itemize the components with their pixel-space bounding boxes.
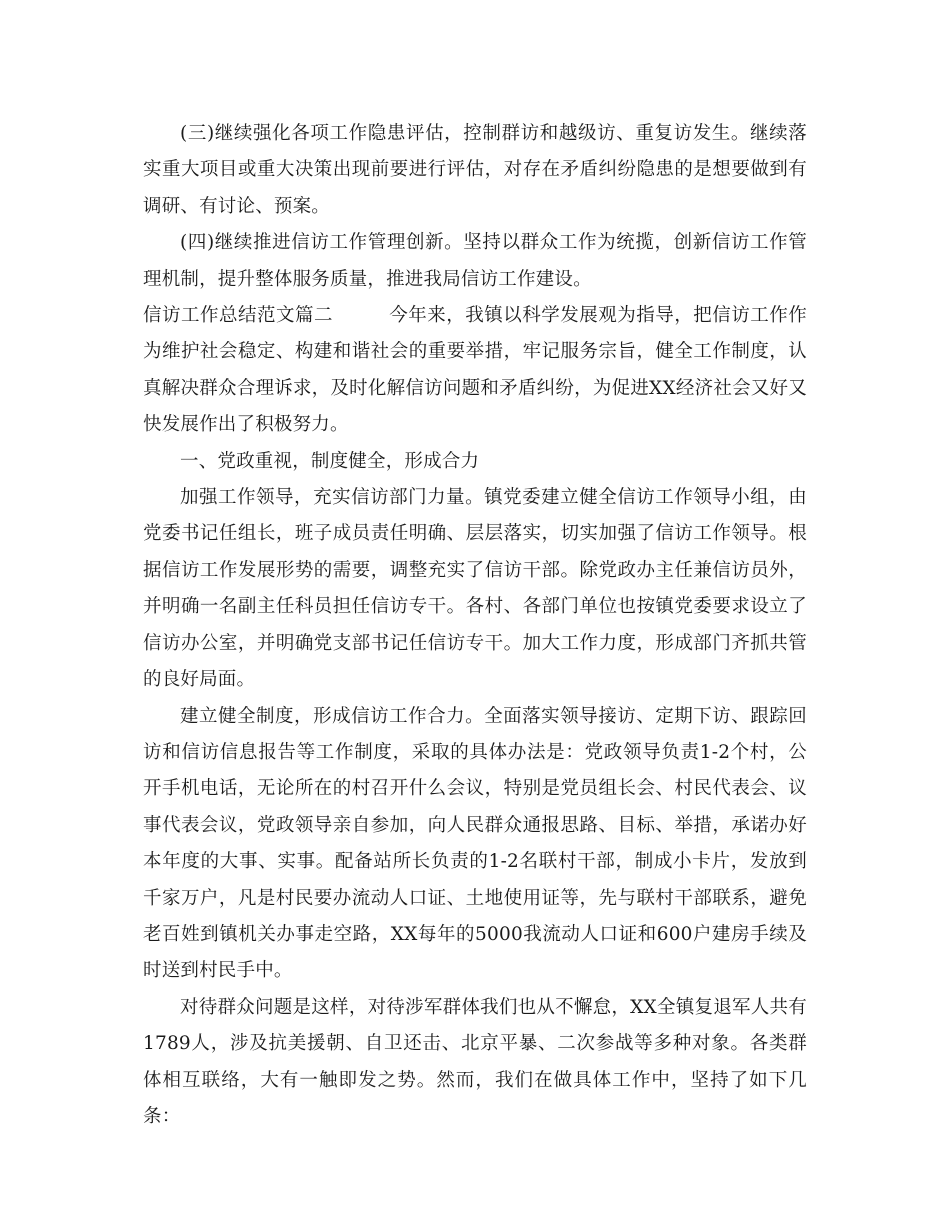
paragraph-veterans: 对待群众问题是这样，对待涉军群体我们也从不懈怠，XX全镇复退军人共有1789人，涉及抗美援朝、自卫还击、北京平暴、二次参战等多种对象。各类群体相互联络，大有一触即发之势。然而，我们在做具体工作中，坚持了如下几条： — [143, 996, 807, 1127]
section-paragraph — [143, 298, 807, 444]
paragraph-item-four: (四)继续推进信访工作管理创新。坚持以群众工作为统揽，创新信访工作管理机制，提升整体服务质量，推进我局信访工作建设。 — [143, 232, 807, 290]
paragraph-system: 建立健全制度，形成信访工作合力。全面落实领导接访、定期下访、跟踪回访和信访信息报告等工作制度，采取的具体办法是：党政领导负责1-2个村，公开手机电话，无论所在的村召开什么会议，特别是党员组长会、村民代表会、议事代表会议，党政领导亲自参加，向人民群众通报思路、目标、举措，承诺办好本年度的大事、实事。配备站所长负责的1-2名联村干部，制成小卡片，发放到千家万户，凡是村民要办流动人口证、土地使用证等，先与联村干部联系，避免老百姓到镇机关办事走空路，XX每年的5000我流动人口证和600户建房手续及时送到村民手中。 — [143, 705, 807, 982]
paragraph-item-three: (三)继续强化各项工作隐患评估，控制群访和越级访、重复访发生。继续落实重大项目或重大决策出现前要进行评估，对存在矛盾纠纷隐患的是想要做到有调研、有讨论、预案。 — [143, 123, 807, 217]
paragraph-leadership: 加强工作领导，充实信访部门力量。镇党委建立健全信访工作领导小组，由党委书记任组长，班子成员责任明确、层层落实，切实加强了信访工作领导。根据信访工作发展形势的需要，调整充实了信访干部。除党政办主任兼信访员外，并明确一名副主任科员担任信访专干。各村、各部门单位也按镇党委要求设立了信访办公室，并明确党支部书记任信访专干。加大工作力度，形成部门齐抓共管的良好局面。 — [143, 487, 807, 691]
heading-one: 一、党政重视，制度健全，形成合力 — [180, 450, 480, 472]
document-body — [143, 116, 807, 1135]
section-title: 信访工作总结范文篇二 — [143, 305, 333, 327]
section-intro: 今年来，我镇以科学发展观为指导，把信访工作作为维护社会稳定、构建和谐社会的重要举措，牢记服务宗旨，健全工作制度，认真解决群众合理诉求，及时化解信访问题和矛盾纠纷，为促进XX经济社会又好又快发展作出了积极努力。 — [143, 305, 807, 436]
